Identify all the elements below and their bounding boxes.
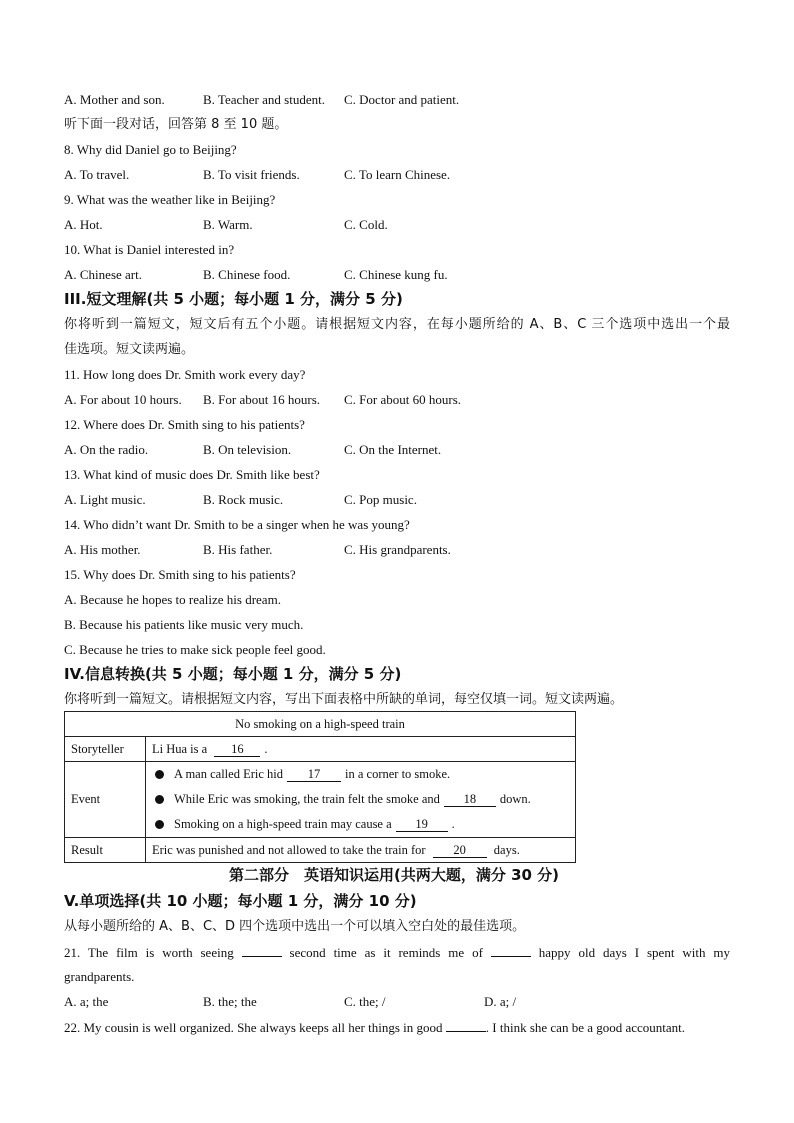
event2-end: down. [499,792,531,806]
question-13: 13. What kind of music does Dr. Smith like best? [64,467,320,482]
question-14: 14. Who didn’t want Dr. Smith to be a singer when he was young? [64,517,410,532]
question-21-line2: grandparents. [64,969,135,984]
q21-option-c[interactable]: C. the; / [344,994,386,1009]
event-bullet-2 [152,787,569,812]
option-a[interactable]: A. Mother and son. [64,92,165,107]
question-22 [64,1019,685,1036]
q11-option-b[interactable]: B. For about 16 hours. [203,392,320,407]
q11-option-c[interactable]: C. For about 60 hours. [344,392,461,407]
bullet-dot-icon [155,820,164,829]
q21-text-3: happy old days I spent with my [538,945,730,960]
blank-16[interactable]: 16 [214,742,260,757]
result-cell [146,838,576,863]
question-11: 11. How long does Dr. Smith work every day? [64,367,306,382]
event-cell [146,762,576,838]
q11-option-a[interactable]: A. For about 10 hours. [64,392,182,407]
result-end: days. [493,842,520,857]
bullet-dot-icon [155,770,164,779]
blank-17[interactable]: 17 [287,767,341,782]
q8-option-c[interactable]: C. To learn Chinese. [344,167,451,182]
question-21-line1 [64,944,730,961]
q13-option-a[interactable]: A. Light music. [64,492,146,507]
option-b[interactable]: B. Teacher and student. [203,92,325,107]
dialog-instruction: 听下面一段对话，回答第 8 至 10 题。 [64,117,288,132]
section-5-heading: V.单项选择(共 10 小题；每小题 1 分，满分 10 分) [64,892,417,910]
blank-20[interactable]: 20 [433,843,487,858]
event-bullet-1 [152,762,569,787]
storyteller-end: . [264,741,268,756]
event1-end: in a corner to smoke. [345,767,451,781]
section-3-instruction-line2: 佳选项。短文读两遍。 [64,342,195,357]
question-10: 10. What is Daniel interested in? [64,242,235,257]
q22-text-2: . I think she can be a good accountant. [485,1020,686,1035]
q14-option-b[interactable]: B. His father. [203,542,273,557]
q10-option-a[interactable]: A. Chinese art. [64,267,142,282]
section-4-heading: IV.信息转换(共 5 小题；每小题 1 分，满分 5 分) [64,665,402,683]
event1-text: A man called Eric hid [174,767,283,781]
q12-option-b[interactable]: B. On television. [203,442,292,457]
q21-option-d[interactable]: D. a; / [484,994,517,1009]
q10-option-b[interactable]: B. Chinese food. [203,267,291,282]
result-text: Eric was punished and not allowed to take the train for [152,842,426,857]
q13-option-b[interactable]: B. Rock music. [203,492,284,507]
blank-18[interactable]: 18 [444,792,496,807]
storyteller-text: Li Hua is a [152,741,208,756]
info-table-title: No smoking on a high-speed train [65,712,576,737]
event3-text: Smoking on a high-speed train may cause a [174,817,392,831]
q21-blank-2[interactable] [491,944,531,957]
q21-text-1: 21. The film is worth seeing [64,945,234,960]
section-5-instruction: 从每小题所给的 A、B、C、D 四个选项中选出一个可以填入空白处的最佳选项。 [64,919,526,934]
q15-option-b[interactable]: B. Because his patients like music very much. [64,617,304,632]
storyteller-cell [146,737,576,762]
storyteller-label: Storyteller [65,737,146,762]
q22-blank[interactable] [446,1019,486,1032]
q10-option-c[interactable]: C. Chinese kung fu. [344,267,448,282]
part-2-heading: 第二部分 英语知识运用(共两大题，满分 30 分) [229,866,560,884]
q15-option-a[interactable]: A. Because he hopes to realize his dream. [64,592,281,607]
option-c[interactable]: C. Doctor and patient. [344,92,460,107]
question-12: 12. Where does Dr. Smith sing to his patients? [64,417,305,432]
blank-19[interactable]: 19 [396,817,448,832]
event-label: Event [65,762,146,838]
event-bullet-3 [152,812,569,837]
q15-option-c[interactable]: C. Because he tries to make sick people feel good. [64,642,326,657]
event3-end: . [451,817,455,831]
q21-option-b[interactable]: B. the; the [203,994,257,1009]
q9-option-c[interactable]: C. Cold. [344,217,388,232]
q8-option-a[interactable]: A. To travel. [64,167,130,182]
question-9: 9. What was the weather like in Beijing? [64,192,276,207]
section-3-instruction-line1: 你将听到一篇短文，短文后有五个小题。请根据短文内容，在每小题所给的 A、B、C 三个选项中选出一个最 [64,317,730,332]
q14-option-c[interactable]: C. His grandparents. [344,542,451,557]
section-4-instruction: 你将听到一篇短文。请根据短文内容，写出下面表格中所缺的单词，每空仅填一词。短文读两遍。 [64,692,624,707]
q22-text-1: 22. My cousin is well organized. She always keeps all her things in good [64,1020,443,1035]
question-8: 8. Why did Daniel go to Beijing? [64,142,237,157]
info-table [64,711,576,863]
event2-text: While Eric was smoking, the train felt the smoke and [174,792,440,806]
q21-option-a[interactable]: A. a; the [64,994,109,1009]
q12-option-a[interactable]: A. On the radio. [64,442,149,457]
q21-text-2: second time as it reminds me of [289,945,483,960]
q9-option-a[interactable]: A. Hot. [64,217,103,232]
section-3-heading: III.短文理解(共 5 小题；每小题 1 分，满分 5 分) [64,290,403,308]
q13-option-c[interactable]: C. Pop music. [344,492,417,507]
question-15: 15. Why does Dr. Smith sing to his patients? [64,567,296,582]
q9-option-b[interactable]: B. Warm. [203,217,253,232]
q8-option-b[interactable]: B. To visit friends. [203,167,300,182]
q21-blank-1[interactable] [242,944,282,957]
result-label: Result [65,838,146,863]
bullet-dot-icon [155,795,164,804]
q14-option-a[interactable]: A. His mother. [64,542,141,557]
q12-option-c[interactable]: C. On the Internet. [344,442,442,457]
